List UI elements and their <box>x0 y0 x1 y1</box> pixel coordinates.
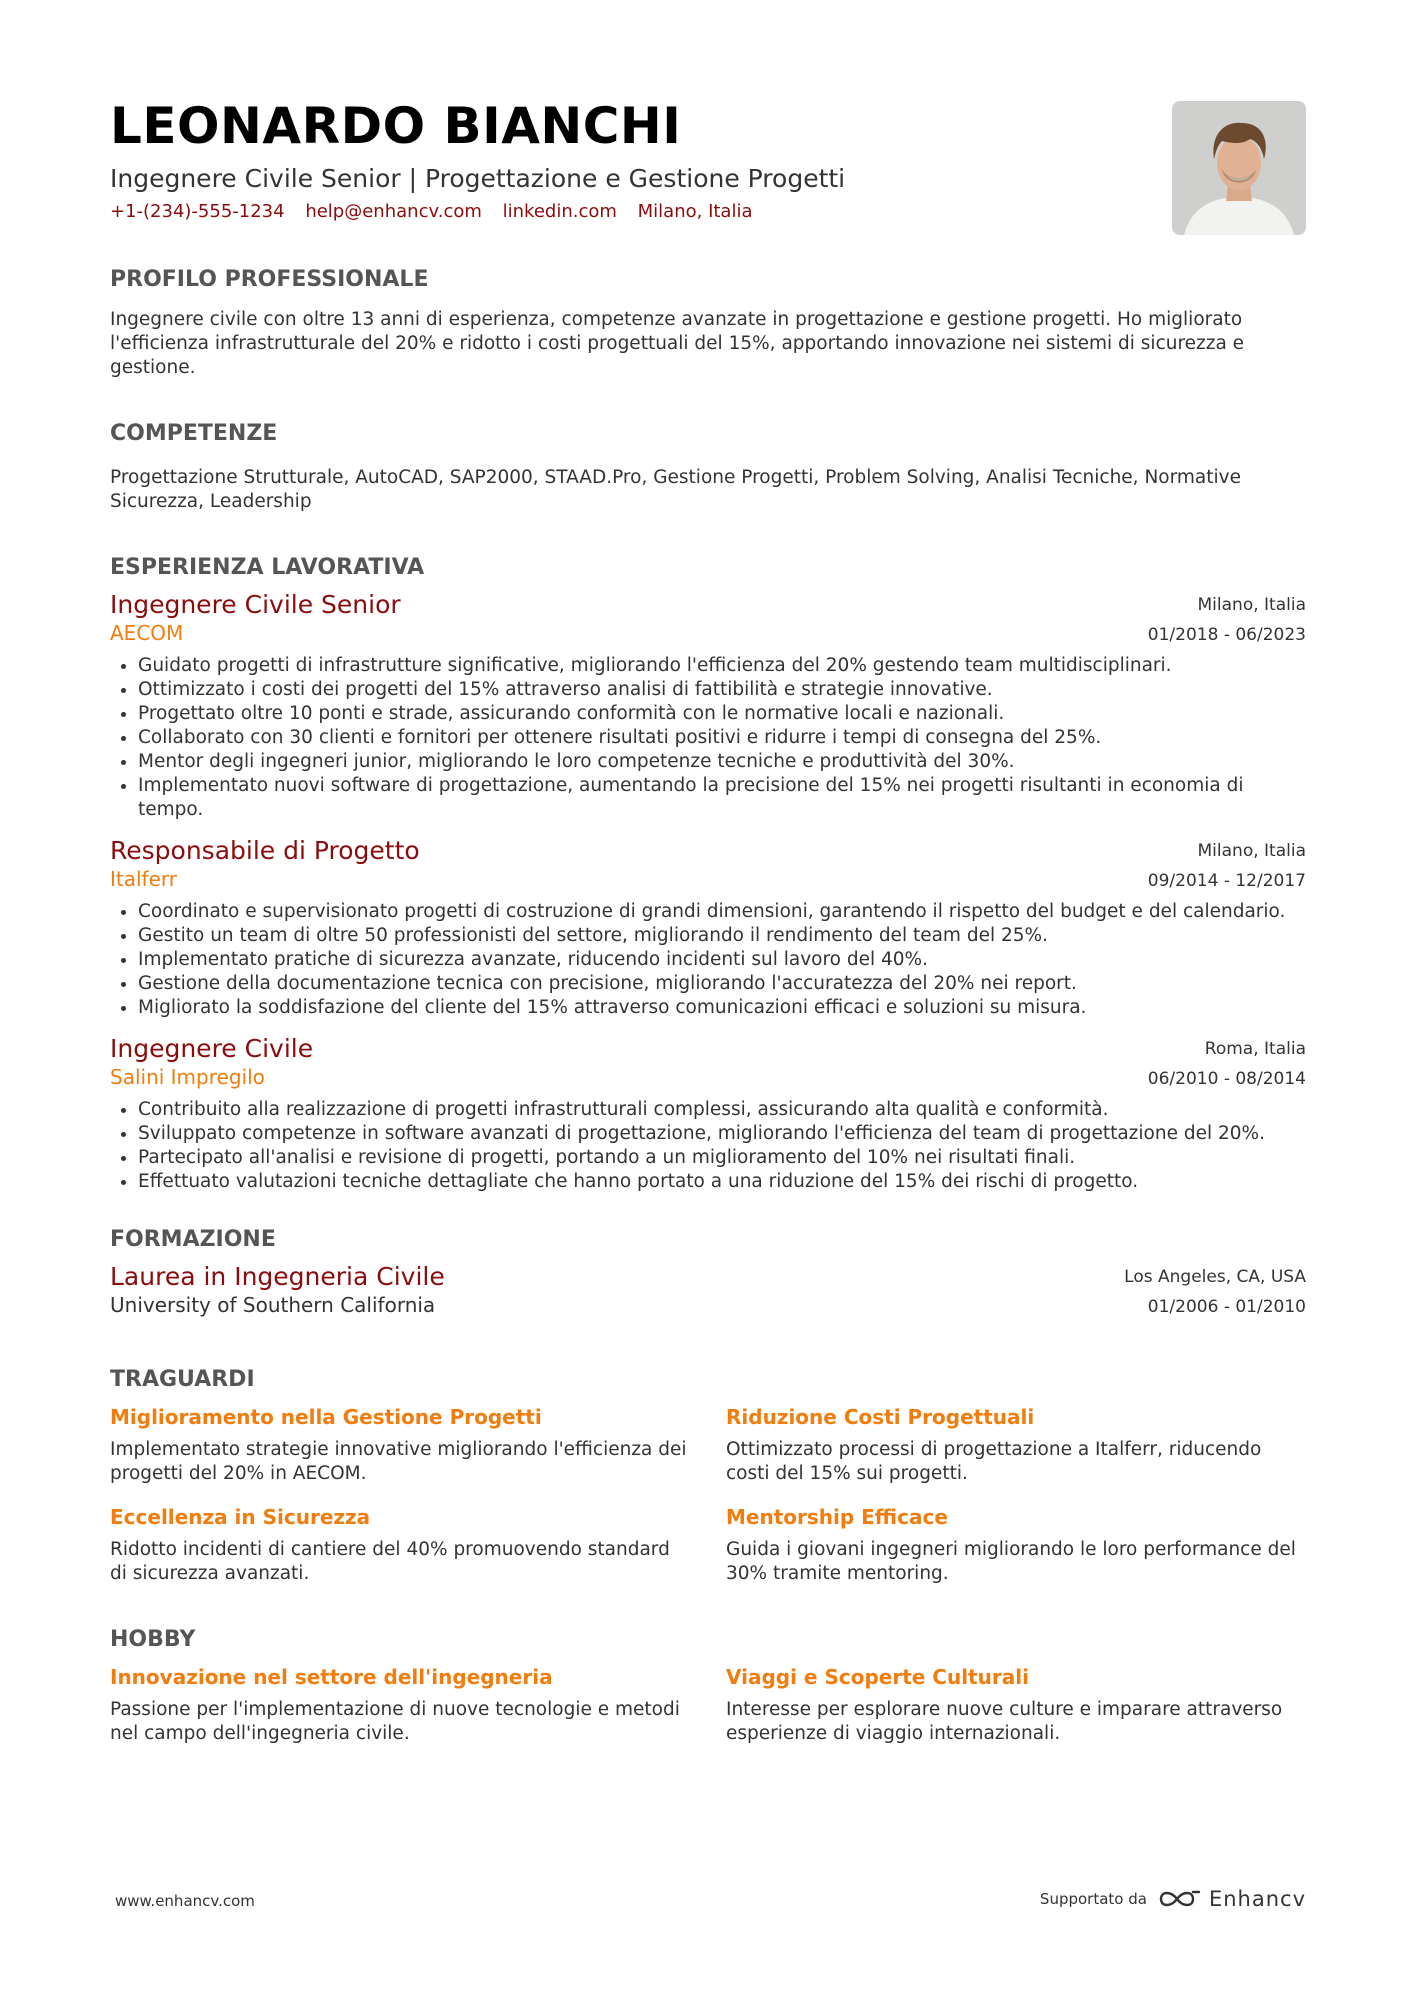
job-header <box>110 836 1306 896</box>
education-school: University of Southern California <box>110 1293 436 1317</box>
resume-content <box>110 96 1306 1746</box>
section-experience <box>110 554 1306 1194</box>
section-profile <box>110 266 1306 380</box>
job-bullet: • Implementato nuovi software di progettazione, aumentando la precisione del 15% nei progetti risultanti in economia di tempo. <box>138 774 1306 822</box>
job-entry <box>110 836 1306 1020</box>
job-bullet: • Gestione della documentazione tecnica con precisione, migliorando l'accuratezza del 20% nei report. <box>138 972 1306 996</box>
section-title-experience: ESPERIENZA LAVORATIVA <box>110 555 425 580</box>
section-skills <box>110 420 1306 514</box>
section-title-hobby: HOBBY <box>110 1627 196 1652</box>
job-entry <box>110 590 1306 822</box>
footer <box>115 1886 1306 1920</box>
job-bullets <box>110 1098 1306 1194</box>
avatar <box>1172 101 1306 235</box>
achievement-text: Ridotto incidenti di cantiere del 40% promuovendo standard di sicurezza avanzati. <box>110 1539 670 1584</box>
job-bullet: • Migliorato la soddisfazione del cliente del 15% attraverso comunicazioni efficaci e soluzioni su misura. <box>138 996 1306 1020</box>
job-bullet: • Effettuato valutazioni tecniche dettagliate che hanno portato a una riduzione del 15% dei rischi di progetto. <box>138 1170 1306 1194</box>
education-dates: 01/2006 - 01/2010 <box>1147 1297 1306 1317</box>
job-bullet: • Mentor degli ingegneri junior, migliorando le loro competenze tecniche e produttività del 30%. <box>138 750 1306 774</box>
job-title: Ingegnere Civile Senior <box>110 590 401 619</box>
achievement-text: Ottimizzato processi di progettazione a Italferr, riducendo costi del 15% sui progetti. <box>726 1439 1262 1484</box>
job-header <box>110 1034 1306 1094</box>
job-company: Italferr <box>110 867 177 891</box>
achievement-text: Implementato strategie innovative migliorando l'efficienza dei progetti del 20% in AECOM. <box>110 1439 687 1484</box>
job-location: Roma, Italia <box>1204 1039 1306 1059</box>
hobby-item <box>110 1664 690 1746</box>
contact-info <box>110 200 1306 224</box>
footer-website[interactable]: www.enhancv.com <box>115 1892 255 1910</box>
achievement-text: Guida i giovani ingegneri migliorando le loro performance del 30% tramite mentoring. <box>726 1539 1296 1584</box>
hobby-grid <box>110 1664 1306 1746</box>
section-title-education: FORMAZIONE <box>110 1227 276 1252</box>
education-location: Los Angeles, CA, USA <box>1124 1267 1306 1287</box>
contact-phone[interactable]: +1-(234)-555-1234 <box>110 201 285 222</box>
job-title: Ingegnere Civile <box>110 1034 314 1063</box>
section-title-achievements: TRAGUARDI <box>110 1367 255 1392</box>
job-location: Milano, Italia <box>1197 595 1306 615</box>
hobby-text: Interesse per esplorare nuove culture e imparare attraverso esperienze di viaggio internazionali. <box>726 1699 1283 1744</box>
achievement-title: Miglioramento nella Gestione Progetti <box>110 1405 542 1429</box>
job-bullets <box>110 900 1306 1020</box>
achievement-title: Riduzione Costi Progettuali <box>726 1405 1035 1429</box>
job-title: Responsabile di Progetto <box>110 836 420 865</box>
contact-email[interactable]: help@enhancv.com <box>305 201 482 222</box>
job-dates: 09/2014 - 12/2017 <box>1147 871 1306 891</box>
candidate-name: LEONARDO BIANCHI <box>110 97 682 155</box>
education-meta <box>1124 1262 1306 1322</box>
job-meta <box>1148 1034 1306 1094</box>
job-meta <box>1148 836 1306 896</box>
footer-supported-by: Supportato da <box>1039 1890 1147 1908</box>
job-entry <box>110 1034 1306 1194</box>
job-bullet: • Guidato progetti di infrastrutture significative, migliorando l'efficienza del 20% gestendo team multidisciplinari. <box>138 654 1306 678</box>
achievement-item <box>726 1504 1306 1586</box>
education-entry <box>110 1262 1306 1322</box>
avatar-photo-icon <box>1172 101 1306 235</box>
section-title-profile: PROFILO PROFESSIONALE <box>110 267 429 292</box>
footer-brand <box>1040 1886 1306 1912</box>
hobby-title: Innovazione nel settore dell'ingegneria <box>110 1665 553 1689</box>
headline: Ingegnere Civile Senior | Progettazione e Gestione Progetti <box>110 164 846 193</box>
profile-summary: Ingegnere civile con oltre 13 anni di esperienza, competenze avanzate in progettazione e gestione progetti. Ho migliorato l'efficienza infrastrutturale del 20% e ridotto i costi progettuali del 15%, apportando innovazione nei sistemi di sicurezza e gestione. <box>110 309 1245 378</box>
job-company: AECOM <box>110 621 184 645</box>
job-bullet: • Progettato oltre 10 ponti e strade, assicurando conformità con le normative locali e nazionali. <box>138 702 1306 726</box>
achievements-grid <box>110 1404 1306 1586</box>
section-title-skills: COMPETENZE <box>110 421 278 446</box>
hobby-text: Passione per l'implementazione di nuove tecnologie e metodi nel campo dell'ingegneria civile. <box>110 1699 680 1744</box>
job-dates: 01/2018 - 06/2023 <box>1147 625 1306 645</box>
hobby-title: Viaggi e Scoperte Culturali <box>726 1665 1029 1689</box>
skills-list: Progettazione Strutturale, AutoCAD, SAP2000, STAAD.Pro, Gestione Progetti, Problem Solving, Analisi Tecniche, Normative Sicurezza, Leadership <box>110 467 1241 512</box>
achievement-item <box>726 1404 1306 1486</box>
achievement-item <box>110 1404 690 1486</box>
achievement-item <box>110 1504 690 1586</box>
job-bullet: • Collaborato con 30 clienti e fornitori per ottenere risultati positivi e ridurre i tempi di consegna del 25%. <box>138 726 1306 750</box>
section-education <box>110 1226 1306 1322</box>
job-bullet: • Contribuito alla realizzazione di progetti infrastrutturali complessi, assicurando alta qualità e conformità. <box>138 1098 1306 1122</box>
job-dates: 06/2010 - 08/2014 <box>1147 1069 1306 1089</box>
job-bullet: • Coordinato e supervisionato progetti di costruzione di grandi dimensioni, garantendo il rispetto del budget e del calendario. <box>138 900 1306 924</box>
job-bullet: • Ottimizzato i costi dei progetti del 15% attraverso analisi di fattibilità e strategie innovative. <box>138 678 1306 702</box>
education-degree: Laurea in Ingegneria Civile <box>110 1262 445 1291</box>
job-company: Salini Impregilo <box>110 1065 265 1089</box>
job-location: Milano, Italia <box>1197 841 1306 861</box>
footer-brand-name[interactable]: Enhancv <box>1208 1887 1306 1911</box>
job-bullet: • Sviluppato competenze in software avanzati di progettazione, migliorando l'efficienza del team di progettazione del 20%. <box>138 1122 1306 1146</box>
job-bullet: • Implementato pratiche di sicurezza avanzate, riducendo incidenti sul lavoro del 40%. <box>138 948 1306 972</box>
job-bullet: • Partecipato all'analisi e revisione di progetti, portando a un miglioramento del 10% nei risultati finali. <box>138 1146 1306 1170</box>
header <box>110 96 1306 246</box>
achievement-title: Mentorship Efficace <box>726 1505 948 1529</box>
contact-linkedin[interactable]: linkedin.com <box>502 201 617 222</box>
contact-location: Milano, Italia <box>637 201 753 222</box>
achievement-title: Eccellenza in Sicurezza <box>110 1505 371 1529</box>
enhancv-logo-icon <box>1157 1886 1203 1912</box>
section-achievements <box>110 1366 1306 1586</box>
job-meta <box>1148 590 1306 650</box>
job-header <box>110 590 1306 650</box>
section-hobby <box>110 1626 1306 1746</box>
hobby-item <box>726 1664 1306 1746</box>
job-bullet: • Gestito un team di oltre 50 professionisti del settore, migliorando il rendimento del team del 25%. <box>138 924 1306 948</box>
job-bullets <box>110 654 1306 822</box>
